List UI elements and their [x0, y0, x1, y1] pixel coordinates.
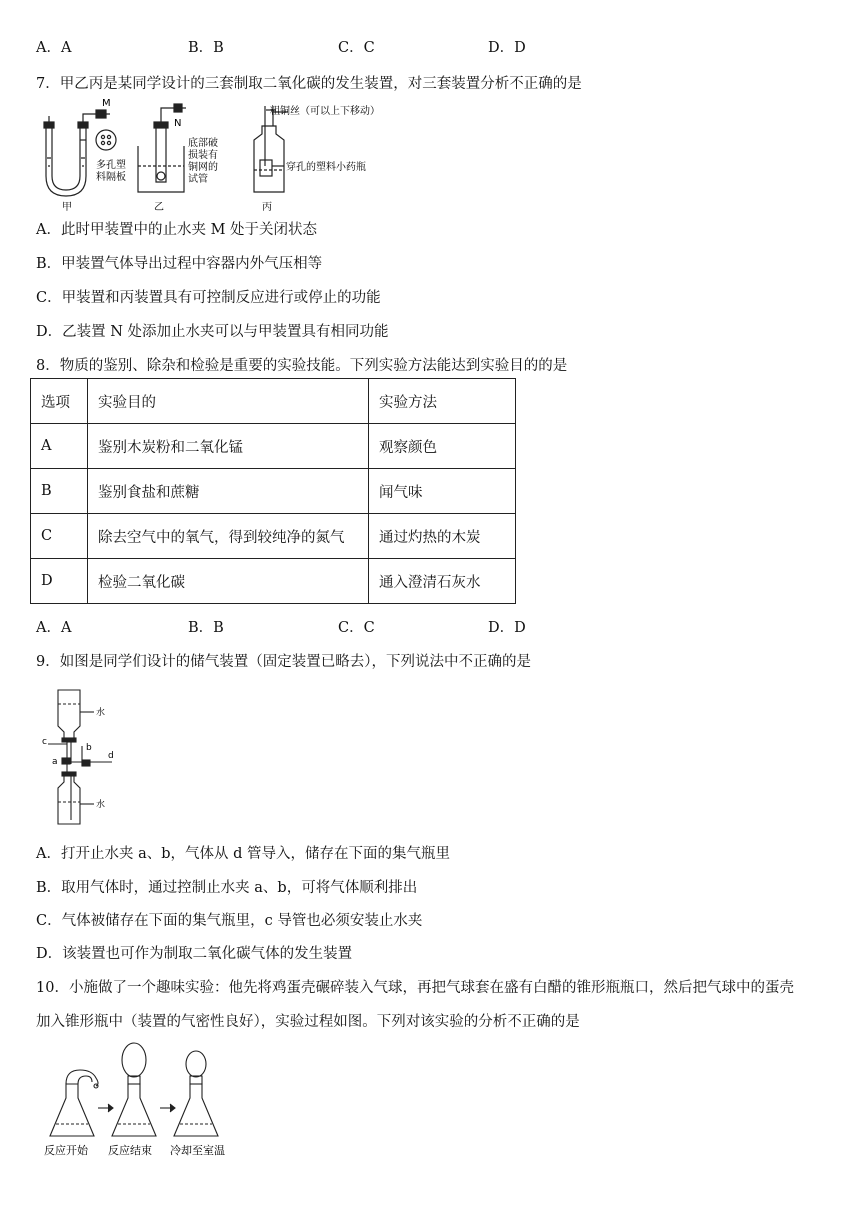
q7-label-jia-plate-1: 多孔塑: [96, 160, 126, 171]
q6-option-a[interactable]: A．A: [36, 40, 72, 56]
q7-label-jia-plate-2: 料隔板: [96, 172, 126, 183]
table-header-cell: 选项: [31, 379, 88, 424]
table-cell: 鉴别木炭粉和二氧化锰: [88, 424, 369, 469]
q9-gas-storage-figure: [36, 682, 156, 830]
q9-label-b: b: [86, 743, 92, 753]
table-cell: B: [31, 469, 88, 514]
q7-choice-d[interactable]: D．乙装置 N 处添加止水夹可以与甲装置具有相同功能: [36, 324, 389, 340]
q9-choice-b[interactable]: B．取用气体时，通过控制止水夹 a、b，可将气体顺利排出: [36, 880, 418, 896]
table-header-cell: 实验目的: [88, 379, 369, 424]
table-cell: C: [31, 514, 88, 559]
q7-label-n: N: [174, 118, 182, 129]
table-row: [31, 514, 516, 559]
table-cell: 通入澄清石灰水: [369, 559, 516, 604]
q9-choice-a[interactable]: A．打开止水夹 a、b，气体从 d 管导入，储存在下面的集气瓶里: [36, 846, 451, 862]
q7-choice-b[interactable]: B．甲装置气体导出过程中容器内外气压相等: [36, 256, 323, 272]
table-cell: A: [31, 424, 88, 469]
q9-label-water-top: 水: [96, 708, 106, 718]
q7-label-m: M: [102, 98, 111, 109]
q7-label-jia: 甲: [62, 202, 72, 213]
q8-options: [36, 616, 636, 636]
q8-option-c[interactable]: C．C: [338, 620, 375, 636]
q7-label-yi: 乙: [154, 202, 164, 213]
table-row: [31, 424, 516, 469]
q8-stem: 8．物质的鉴别、除杂和检验是重要的实验技能。下列实验方法能达到实验目的的是: [36, 358, 568, 374]
table-cell: 闻气味: [369, 469, 516, 514]
q9-choice-c[interactable]: C．气体被储存在下面的集气瓶里，c 导管也必须安装止水夹: [36, 913, 423, 929]
q10-label-start: 反应开始: [44, 1144, 88, 1157]
q6-option-c[interactable]: C．C: [338, 40, 375, 56]
table-cell: 检验二氧化碳: [88, 559, 369, 604]
q9-label-a: a: [52, 757, 58, 767]
q9-choice-d[interactable]: D．该装置也可作为制取二氧化碳气体的发生装置: [36, 946, 353, 962]
q10-stem-line2: 加入锥形瓶中（装置的气密性良好），实验过程如图。下列对该实验的分析不正确的是: [36, 1014, 580, 1030]
table-row: [31, 559, 516, 604]
q7-label-bing: 丙: [262, 202, 272, 213]
q7-apparatus-figure: [36, 96, 396, 214]
q9-stem: 9．如图是同学们设计的储气装置（固定装置已略去），下列说法中不正确的是: [36, 654, 531, 670]
table-header-cell: 实验方法: [369, 379, 516, 424]
q8-option-d[interactable]: D．D: [488, 620, 526, 636]
table-row: [31, 469, 516, 514]
q7-choice-c[interactable]: C．甲装置和丙装置具有可控制反应进行或停止的功能: [36, 290, 381, 306]
q6-options: [36, 36, 636, 56]
q7-label-yi-tube-3: 铜网的: [188, 162, 218, 173]
table-cell: 通过灼热的木炭: [369, 514, 516, 559]
q10-stem-line1: 10．小施做了一个趣味实验：他先将鸡蛋壳碾碎装入气球，再把气球套在盛有白醋的锥形瓶瓶口，然后把气球中的蛋壳: [36, 980, 794, 996]
q10-label-end: 反应结束: [108, 1144, 152, 1157]
q8-table: [30, 378, 516, 604]
table-cell: 鉴别食盐和蔗糖: [88, 469, 369, 514]
q8-option-a[interactable]: A．A: [36, 620, 72, 636]
table-cell: 除去空气中的氧气，得到较纯净的氮气: [88, 514, 369, 559]
q7-label-bing-bottle: 穿孔的塑料小药瓶: [286, 162, 366, 173]
q10-label-cool: 冷却至室温: [170, 1144, 225, 1157]
q6-option-b[interactable]: B．B: [188, 40, 224, 56]
table-cell: D: [31, 559, 88, 604]
q7-label-yi-tube-4: 试管: [188, 174, 208, 185]
q7-stem: 7．甲乙丙是某同学设计的三套制取二氧化碳的发生装置，对三套装置分析不正确的是: [36, 76, 582, 92]
q9-label-c: c: [42, 737, 47, 747]
table-cell: 观察颜色: [369, 424, 516, 469]
q9-label-water-bottom: 水: [96, 800, 106, 810]
q7-label-yi-tube-1: 底部破: [188, 138, 218, 149]
q9-label-d: d: [108, 751, 114, 761]
q6-option-d[interactable]: D．D: [488, 40, 526, 56]
q7-label-bing-wire: 粗铜丝（可以上下移动）: [270, 106, 380, 117]
table-header-row: [31, 379, 516, 424]
q7-choice-a[interactable]: A．此时甲装置中的止水夹 M 处于关闭状态: [36, 222, 318, 238]
q10-flask-figure: [36, 1042, 246, 1162]
q8-option-b[interactable]: B．B: [188, 620, 224, 636]
q7-label-yi-tube-2: 损装有: [188, 150, 218, 161]
